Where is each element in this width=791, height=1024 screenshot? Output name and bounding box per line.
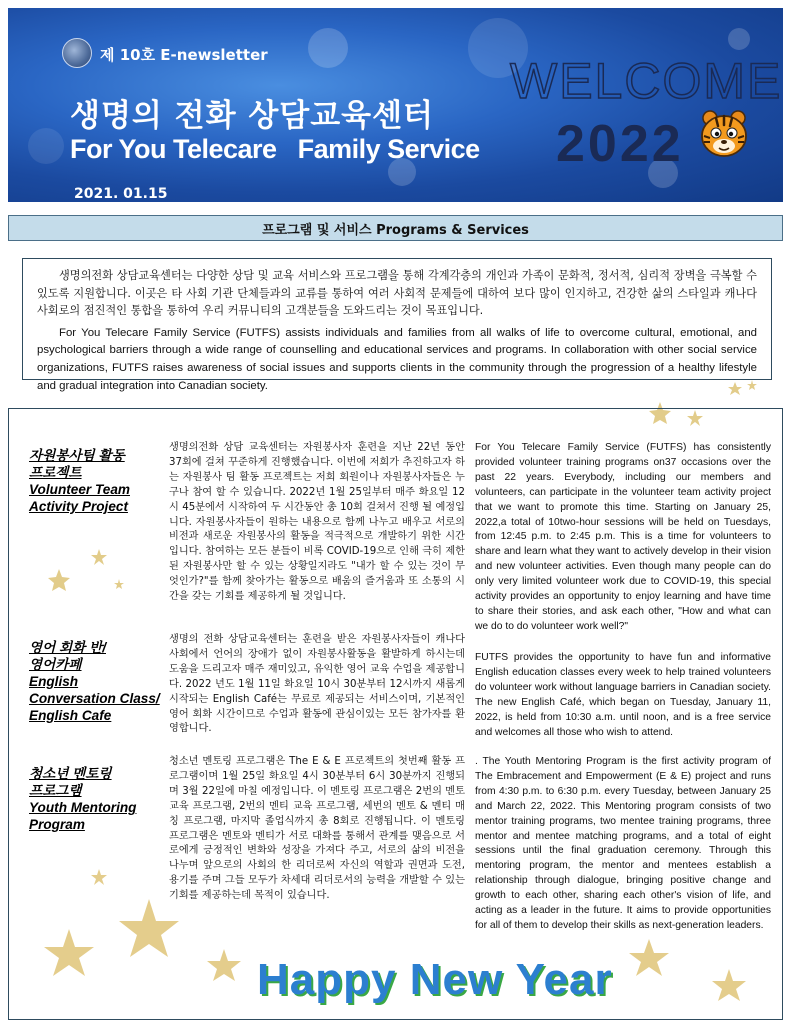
sparkle-star-icon xyxy=(609,909,779,1019)
section-title xyxy=(29,765,169,833)
section-english-text: . The Youth Mentoring Program is the first activity program of The Embracement and Empowerment (E & E) project and runs from 4:30 p.m. to 6:30 p.m. every Tuesday, between January 25 and March 22, 2022. This Mentoring program consists of two mentor training programs, two mentee training programs, three mentor and mentee matching programs, and a total of eight sessions until the final graduation ceremony. Through this mentoring program, the mentor and mentees establish a relationship through dialogue, bringing positive change and growth to each other, sharing each other's vision of life, and acting as a leader in the future. It aims to provide opportunities for all of them to develop their skills as next-generation leaders. xyxy=(475,756,771,931)
welcome-text: WELCOME xyxy=(510,53,783,109)
happy-new-year-text: Happy New Year xyxy=(257,955,613,1004)
sparkle-star-icon xyxy=(29,859,269,1019)
section-title-en-1: Volunteer Team xyxy=(29,482,130,497)
sparkle-star-icon xyxy=(39,539,139,619)
section-english-text: For You Telecare Family Service (FUTFS) has consistently provided volunteer training programs on37 occasions over the past 22 years. Everybody, including our members and volunteers, can participate in the volunteer team activity project that we want to promote this time. Starting on January 25, 2022,a total of 10two-hour sessions will be held on Tuesdays, from 12:45 p.m. to 2:45 p.m. This is a time for volunteers to share and learn what they want to actively develop in their vision and new volunteer activities. Even though many people can do only very limited volunteer work due to COVID-19, this special activity provides an opportunity to enjoy learning and have time to share their stories, and ask each other, "How and what can we do to do volunteer work well?" xyxy=(475,442,771,632)
section-title-ko-1: 영어 회화 반/ xyxy=(29,640,106,655)
section-title-ko-2: 프로젝트 xyxy=(29,465,82,480)
issue-date: 2021. 01.15 xyxy=(74,186,168,202)
section-title-ko-1: 자원봉사팀 활동 xyxy=(29,448,125,463)
intro-korean: 생명의전화 상담교육센터는 다양한 상담 및 교육 서비스와 프로그램을 통해 각계각층의 개인과 가족이 문화적, 정서적, 심리적 장벽을 극복할 수 있도록 지원합니다. 이곳은 타 사회 기관 단체들과의 교류를 통하여 여러 사회적 문제들에 대하여 보다 많이 인지하고, 건강한 삶의 스타일과 캐나다 사회로의 점진적인 통합을 통하여 우리 커뮤니티의 고객분들을 도와드리는 것이 목표입니다. xyxy=(37,269,757,318)
programs-box xyxy=(8,408,783,1020)
title-english: For You Telecare Family Service xyxy=(70,134,480,164)
intro-box xyxy=(22,258,772,392)
section-title-ko-2: 프로그램 xyxy=(29,783,82,798)
title-korean: 생명의 전화 상담교육센터 xyxy=(70,98,434,134)
section-korean-text: 청소년 멘토링 프로그램은 The E & E 프로젝트의 첫번째 활동 프로그램이며 1월 25일 화요일 4시 30분부터 6시 30분까지 진행되며 3월 22일에 마칠 예정입니다. 이 멘토링 프로그램은 2번의 멘토 교육 프로그램, 2번의 멘티 교육 프로그램, 세번의 멘토 & 멘티 매칭 프로그램, 마지막 졸업식까지 총 8회로 진행됩니다. 이 멘토링 프로그램은 멘토와 멘티가 서로 대화를 통해서 관계를 맺음으로 서로에게 긍정적인 변화와 성장을 가져다 주고, 서로의 삶의 비전을 나누며 앞으로의 사회의 한 리더로써 자신의 역할과 권면과 도전, 용기를 주며 그들 모두가 차세대 리더로서의 능력을 개발할 수 있는 기회를 제공하는데 목적이 있습니다. xyxy=(169,756,465,902)
section-english-text: FUTFS provides the opportunity to have fun and informative English education classes every week to help trained volunteers do volunteer work without language barriers in Canadian society. The new English Café, which began on Tuesday, January 11, 2022, is held from 10:30 a.m. until noon, and is a free service and welcomes all those who wish to attend. xyxy=(475,652,771,738)
section-title-en-2: Activity Project xyxy=(29,499,128,514)
section-title-en-1: English xyxy=(29,674,79,689)
section-title-en-1: Youth Mentoring xyxy=(29,800,137,815)
year-text: 2022 xyxy=(556,115,684,173)
section-korean-text: 생명의전화 상담 교육센터는 자원봉사자 훈련을 지난 22년 동안 37회에 걸쳐 꾸준하게 진행했습니다. 이번에 저희가 추진하고자 하는 자원봉사 팀 활동 프로젝트는 저희 회원이나 자원봉사자들은 누구나 참여 할 수 있습니다. 2022년 1월 25일부터 매주 화요일 12시 45분에서 시작하여 두 시간동안 총 10회 걸쳐서 진행 될 예정입니다. 자원봉사자들이 원하는 내용으로 함께 나누고 배우고 서로의 비전과 새로운 자원봉사의 활동을 적극적으로 개발하기 위한 시간입니다. 참여하는 모든 분들이 비록 COVID-19으로 인해 극히 제한된 자원봉사만 할 수 있는 상황일지라도 "내가 할 수 있는 것이 무엇인가?"를 함께 찾아가는 활동으로 배움의 즐거움과 또 소통의 시간을 갖는 기회를 제공하게 될 것입니다. xyxy=(169,442,465,603)
section-title-ko-2: 영어카페 xyxy=(29,657,82,672)
tiger-icon xyxy=(698,108,750,160)
section-title-en-2: Program xyxy=(29,817,85,832)
edition-label: 제 10호 E-newsletter xyxy=(100,46,268,64)
organization-logo xyxy=(62,38,92,68)
section-title-en-2: Conversation Class/ xyxy=(29,691,160,706)
section-korean-text: 생명의 전화 상담교육센터는 훈련을 받은 자원봉사자들이 캐나다 사회에서 언어의 장애가 없이 자원봉사활동을 활발하게 하시는데 도움을 드리고자 매주 재미있고, 유익한 영어 교육 수업을 제공합니다. 2022 년도 1월 11일 화요일 10시 30분부터 12시까지 새롭게 시작되는 English Café는 무료로 제공되는 서비스이며, 기본적인 영어 회화 시간이므로 수업과 활동에 관심이있는 모든 참가자를 환영합니다. xyxy=(169,634,465,735)
section-title-en-3: English Cafe xyxy=(29,708,112,723)
section-title xyxy=(29,447,169,515)
section-title xyxy=(29,639,169,724)
section-title-ko-1: 청소년 멘토링 xyxy=(29,766,112,781)
intro-english: For You Telecare Family Service (FUTFS) assists individuals and families from all walks of life to overcome cultural, emotional, and psychological barriers through a wide range of counselling and educational services and programs. In collaboration with other social service organizations, FUTFS raises awareness of social issues and supports clients in the community through the progression of a healthy lifestyle and gradual integration into Canadian society. xyxy=(37,326,757,392)
newsletter-header xyxy=(8,8,783,202)
section-banner: 프로그램 및 서비스 Programs & Services xyxy=(8,215,783,241)
